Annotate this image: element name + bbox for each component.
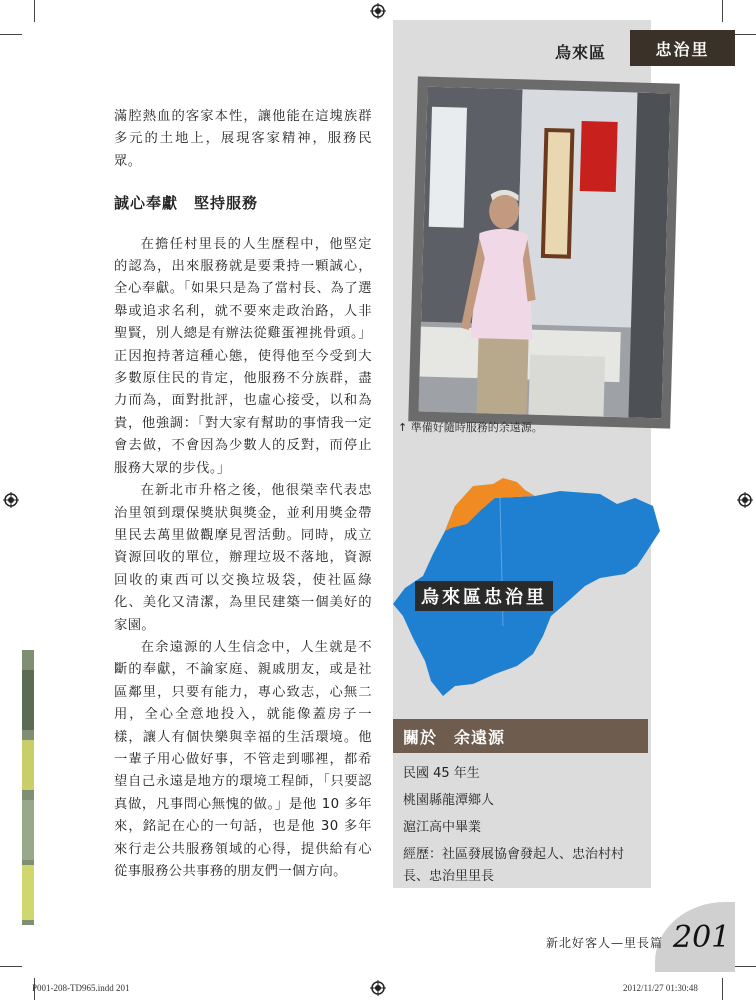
about-item: 經歷：社區發展協會發起人、忠治村村長、忠治里里長	[403, 847, 625, 884]
crop-mark	[34, 0, 35, 22]
about-heading: 關於 余遠源	[393, 719, 648, 753]
crop-mark	[0, 966, 22, 967]
print-slug-file: P001-208-TD965.indd 201	[32, 983, 130, 993]
crop-mark	[722, 978, 723, 1000]
district-label: 烏來區	[555, 43, 607, 62]
caption-text: 準備好隨時服務的余遠源。	[410, 421, 543, 434]
article-paragraph: 在新北市升格之後，他很榮幸代表忠治里領到環保獎狀與獎金，並利用獎金帶里民去萬里做觀摩見習活動。同時，成立資源回收的單位，辦理垃圾不落地，資源回收的東西可以交換垃圾袋，使社區綠化、美化又清潔，為里民建築一個美好的家園。	[114, 483, 372, 633]
article-paragraph: 在余遠源的人生信念中，人生就是不斷的奉獻，不論家庭、親戚朋友，或是社區鄰里，只要有能力，專心致志，心無二用，全心全意地投入，就能像蓋房子一樣，讓人有個快樂與幸福的生活環境。他一輩子用心做好事，不管走到哪裡，都希望自己永遠是地方的環境工程師，「只要認真做，凡事問心無愧的做。」是他 10 多年來，銘記在心的一句話，也是他 30 多年來行走公共服務領域的心得，提供給有心從事服務公共事務的朋友們一個方向。	[114, 639, 372, 879]
crop-mark	[734, 966, 756, 967]
crop-mark	[734, 34, 756, 35]
page-number: 201	[673, 920, 731, 955]
about-item: 桃園縣龍潭鄉人	[403, 793, 495, 808]
registration-mark-icon	[3, 492, 19, 508]
running-footer: 新北好客人—里長篇	[546, 936, 664, 950]
map-label: 烏來區忠治里	[415, 581, 553, 611]
portrait-photo	[419, 87, 671, 419]
crop-mark	[722, 0, 723, 22]
registration-mark-icon	[370, 3, 386, 19]
registration-mark-icon	[370, 980, 386, 996]
crop-mark	[0, 34, 22, 35]
registration-mark-icon	[737, 492, 753, 508]
article-paragraph: 在擔任村里長的人生歷程中，他堅定的認為，出來服務就是要秉持一顆誠心，全心奉獻。「如果只是為了當村長、為了選舉或追求名利，就不要來走政治路，人非聖賢，別人總是有辦法從雞蛋裡挑骨頭。」正因抱持著這種心態，使得他至今受到大多數原住民的肯定，他服務不分族群，盡力而為，面對批評，也虛心接受，以和為貴，他強調：「對大家有幫助的事情我一定會去做，不會因為少數人的反對，而停止服務大眾的步伐。」	[114, 236, 372, 476]
section-heading: 誠心奉獻 堅持服務	[114, 194, 259, 213]
caption-arrow-icon: ↑	[398, 421, 408, 434]
about-list	[403, 763, 641, 888]
village-label: 忠治里	[630, 30, 735, 66]
article-body	[114, 106, 372, 883]
print-slug-timestamp: 2012/11/27 01:30:48	[623, 983, 698, 993]
about-item: 滬江高中畢業	[403, 820, 482, 835]
photo-caption	[398, 419, 543, 435]
article-paragraph: 滿腔熱血的客家本性，讓他能在這塊族群多元的土地上，展現客家精神，服務民眾。	[114, 109, 372, 169]
bleed-image-strip	[22, 650, 34, 925]
about-item: 民國 45 年生	[403, 766, 480, 781]
